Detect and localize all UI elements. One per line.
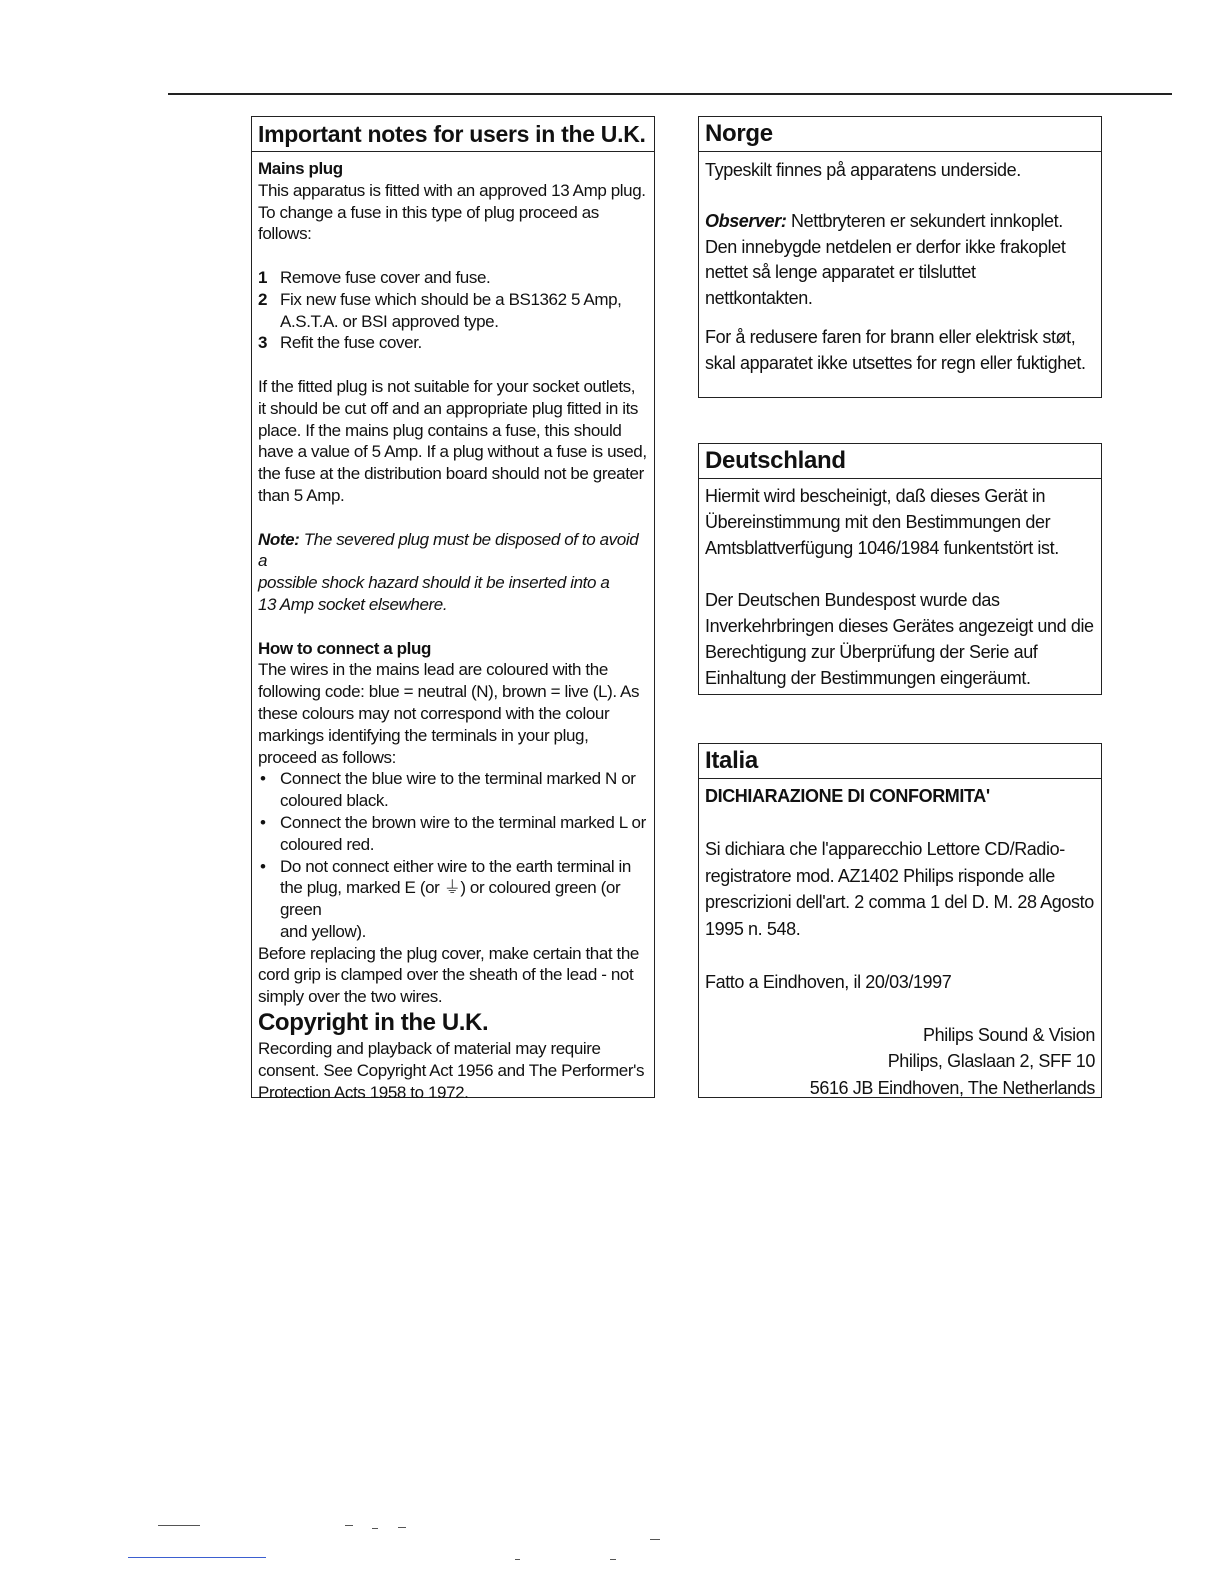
italia-signature-line: Philips Sound & Vision bbox=[923, 1024, 1095, 1045]
italia-body bbox=[699, 779, 1101, 1101]
scan-blue-line bbox=[128, 1557, 266, 1558]
connect-line: The wires in the mains lead are coloured with the bbox=[258, 660, 608, 680]
deutschland-line: Übereinstimmung mit den Bestimmungen der bbox=[705, 512, 1051, 532]
paragraph-line: it should be cut off and an appropriate plug fitted in its bbox=[258, 398, 639, 418]
paragraph-line: have a value of 5 Amp. If a plug without a fuse is used, bbox=[258, 442, 647, 462]
connect-line: these colours may not correspond with the colour bbox=[258, 703, 610, 723]
bullet-icon: • bbox=[260, 769, 266, 789]
norge-title: Norge bbox=[699, 117, 1101, 152]
connect-line: following code: blue = neutral (N), brown = live (L). As bbox=[258, 682, 640, 702]
paragraph-line: the fuse at the distribution board should not be greater bbox=[258, 464, 644, 484]
deutschland-line: Berechtigung zur Überprüfung der Serie auf bbox=[705, 642, 1038, 662]
italia-line: registratore mod. AZ1402 Philips risponde alle bbox=[705, 865, 1055, 886]
deutschland-line: Der Deutschen Bundespost wurde das bbox=[705, 590, 1000, 610]
italia-signature-line: 5616 JB Eindhoven, The Netherlands bbox=[809, 1077, 1095, 1098]
fire-line: skal apparatet ikke utsettes for regn eller fuktighet. bbox=[705, 352, 1086, 373]
paragraph-line: If the fitted plug is not suitable for your socket outlets, bbox=[258, 376, 636, 396]
copyright-line: Protection Acts 1958 to 1972. bbox=[258, 1082, 469, 1102]
bullet-item-continued: the plug, marked E (or ⏚) or coloured green (or green bbox=[280, 878, 621, 920]
italia-place-date: Fatto a Eindhoven, il 20/03/1997 bbox=[705, 971, 952, 992]
scan-mark bbox=[158, 1525, 200, 1526]
step-item-continued: A.S.T.A. or BSI approved type. bbox=[280, 311, 499, 331]
paragraph-line: than 5 Amp. bbox=[258, 485, 345, 505]
step-item: 1 Remove fuse cover and fuse. bbox=[258, 267, 491, 287]
step-item: 3 Refit the fuse cover. bbox=[258, 333, 422, 353]
uk-notes-body bbox=[252, 152, 654, 1103]
bullet-icon: • bbox=[260, 812, 266, 832]
scan-mark bbox=[372, 1528, 378, 1529]
deutschland-line: Amtsblattverfügung 1046/1984 funkentstört ist. bbox=[705, 538, 1059, 558]
scan-mark bbox=[398, 1527, 406, 1528]
scan-mark bbox=[515, 1559, 520, 1560]
observer-line: Observer: Nettbryteren er sekundert innkoplet. bbox=[705, 211, 1063, 231]
italia-title: Italia bbox=[699, 744, 1101, 779]
mains-line: To change a fuse in this type of plug proceed as bbox=[258, 202, 599, 222]
deutschland-line: Hiermit wird bescheinigt, daß dieses Gerät in bbox=[705, 486, 1046, 506]
deutschland-line: Inverkehrbringen dieses Gerätes angezeigt und die bbox=[705, 616, 1094, 636]
italia-line: Si dichiara che l'apparecchio Lettore CD/Radio- bbox=[705, 839, 1065, 859]
italia-line: prescrizioni dell'art. 2 comma 1 del D. M. 28 Agosto bbox=[705, 892, 1094, 912]
note-line: Note: The severed plug must be disposed of to avoid a bbox=[258, 529, 639, 571]
deutschland-title: Deutschland bbox=[699, 444, 1101, 479]
italia-declaration: DICHIARAZIONE DI CONFORMITA' bbox=[705, 786, 990, 806]
observer-line: nettet så lenge apparatet er tilsluttet bbox=[705, 262, 976, 282]
bullet-item-continued: coloured red. bbox=[280, 834, 375, 854]
norge-line: Typeskilt finnes på apparatens underside. bbox=[705, 160, 1021, 180]
italia-box bbox=[698, 743, 1102, 1098]
copyright-line: Recording and playback of material may require bbox=[258, 1039, 601, 1059]
before-line: Before replacing the plug cover, make certain that the bbox=[258, 943, 639, 963]
deutschland-line: Einhaltung der Bestimmungen eingeräumt. bbox=[705, 668, 1031, 688]
italia-line: 1995 n. 548. bbox=[705, 918, 801, 939]
mains-line: follows: bbox=[258, 224, 312, 244]
paragraph-line: place. If the mains plug contains a fuse, this should bbox=[258, 420, 622, 440]
copyright-line: consent. See Copyright Act 1956 and The Performer's bbox=[258, 1060, 645, 1080]
bullet-item-continued: coloured black. bbox=[280, 791, 389, 811]
italia-signature-line: Philips, Glaslaan 2, SFF 10 bbox=[887, 1051, 1095, 1071]
note-line: 13 Amp socket elsewhere. bbox=[258, 594, 448, 614]
observer-line: Den innebygde netdelen er derfor ikke frakoplet bbox=[705, 236, 1066, 257]
top-rule bbox=[168, 93, 1172, 95]
scan-marks bbox=[140, 1525, 940, 1565]
step-item: 2 Fix new fuse which should be a BS1362 5 Amp, bbox=[258, 289, 622, 309]
deutschland-box bbox=[698, 443, 1102, 695]
note-line: possible shock hazard should it be inserted into a bbox=[258, 573, 610, 593]
uk-notes-box bbox=[251, 116, 655, 1102]
deutschland-body bbox=[699, 479, 1101, 691]
before-line: simply over the two wires. bbox=[258, 987, 443, 1007]
mains-line: This apparatus is fitted with an approved 13 Amp plug. bbox=[258, 180, 646, 200]
norge-box bbox=[698, 116, 1102, 398]
mains-plug-heading: Mains plug bbox=[258, 159, 343, 178]
connect-line: markings identifying the terminals in your plug, bbox=[258, 725, 589, 745]
bullet-item: • Connect the blue wire to the terminal marked N or bbox=[260, 769, 636, 789]
scan-mark bbox=[610, 1559, 616, 1560]
scan-mark bbox=[650, 1539, 660, 1540]
observer-line: nettkontakten. bbox=[705, 287, 813, 308]
bullet-item: • Do not connect either wire to the earth terminal in bbox=[260, 856, 631, 876]
norge-body bbox=[699, 152, 1101, 376]
bullet-item-continued: and yellow). bbox=[280, 921, 366, 941]
bullet-item: • Connect the brown wire to the terminal marked L or bbox=[260, 812, 646, 832]
uk-notes-title: Important notes for users in the U.K. bbox=[252, 117, 654, 152]
copyright-heading: Copyright in the U.K. bbox=[258, 1009, 489, 1037]
scan-mark bbox=[345, 1525, 353, 1526]
connect-plug-heading: How to connect a plug bbox=[258, 638, 431, 658]
fire-line: For å redusere faren for brann eller elektrisk støt, bbox=[705, 327, 1076, 347]
connect-line: proceed as follows: bbox=[258, 747, 396, 767]
bullet-icon: • bbox=[260, 856, 266, 876]
before-line: cord grip is clamped over the sheath of the lead - not bbox=[258, 965, 634, 985]
